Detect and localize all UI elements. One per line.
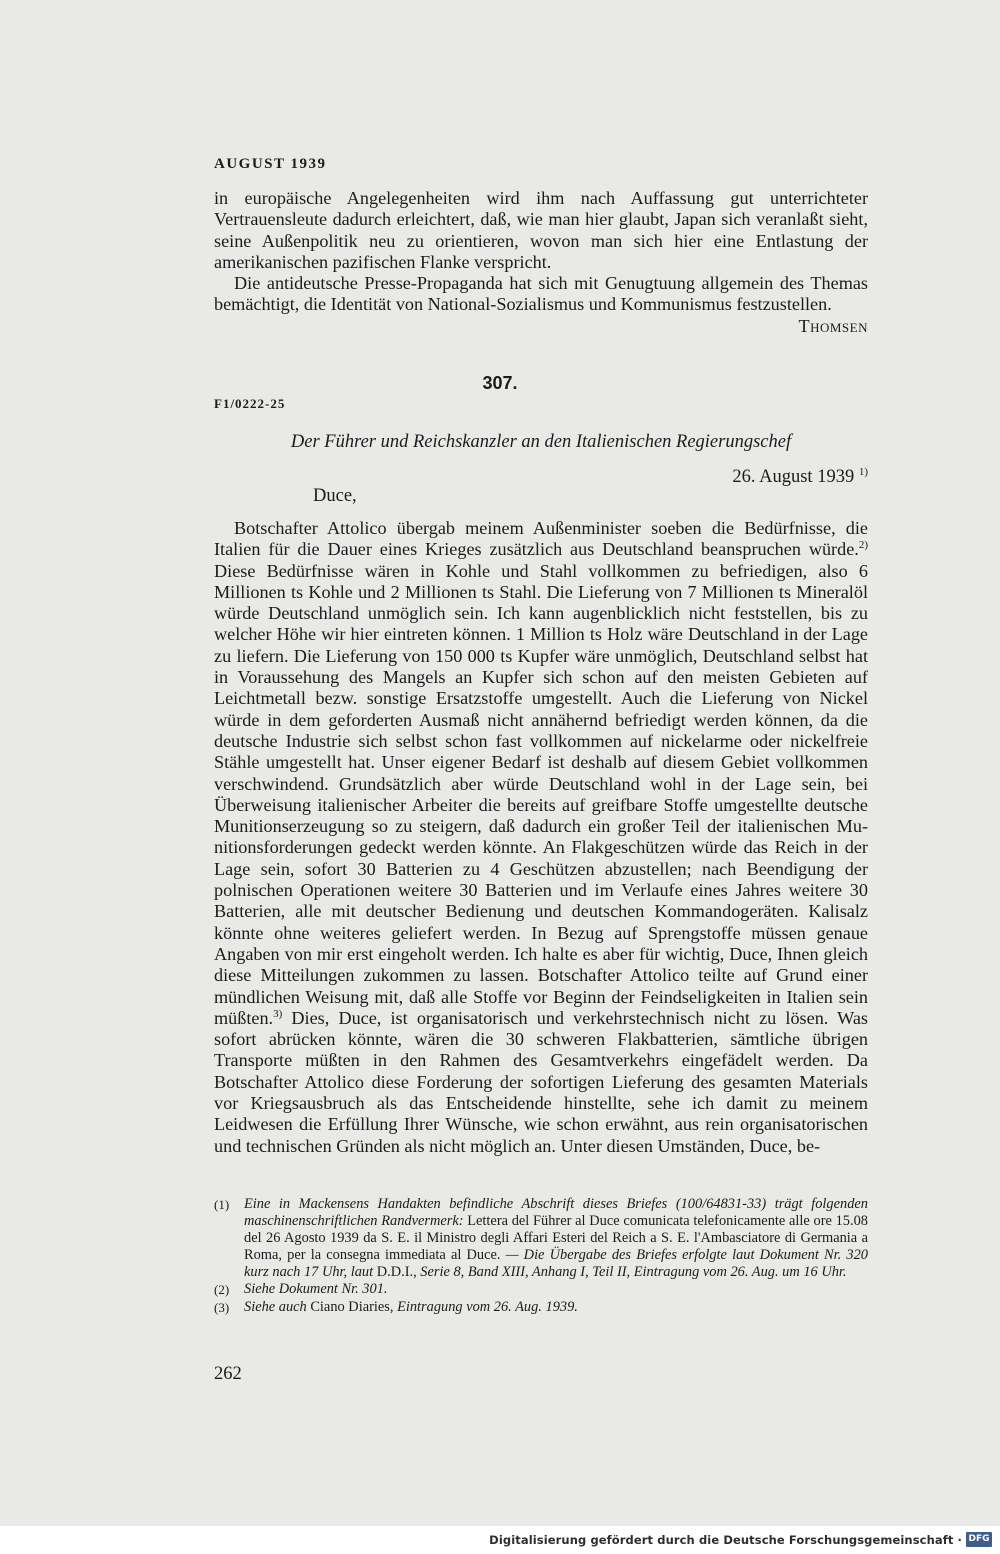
footnote-segment: — Die Übergabe des Briefes erfolgte laut Dokument Nr. 320 kurz nach 17 Uhr, laut bbox=[244, 1247, 868, 1281]
footnote-segment: Ciano Diaries, bbox=[306, 1298, 398, 1315]
footnote-segment: Serie 8, Band XIII, Anhang I, Teil II, Eintragung vom 26. Aug. um 16 Uhr. bbox=[420, 1264, 847, 1281]
document-number: 307. bbox=[482, 373, 518, 393]
footnote bbox=[214, 1196, 868, 1281]
footnote bbox=[214, 1281, 868, 1298]
signature-name: Thomsen bbox=[798, 315, 868, 336]
credit-bar bbox=[0, 1526, 1000, 1554]
credit-text: Digitalisierung gefördert durch die Deutsche Forschungsgemeinschaft · bbox=[489, 1533, 962, 1547]
running-head: AUGUST 1939 bbox=[214, 156, 327, 172]
document-title: Der Führer und Reichskanzler an den Italienischen Regierungschef bbox=[290, 432, 792, 452]
footnote-text bbox=[244, 1281, 868, 1298]
footnote-segment: D.D.I., bbox=[373, 1264, 421, 1281]
date-text: 26. August 1939 bbox=[732, 467, 855, 487]
footnote-mark: (1) bbox=[214, 1197, 230, 1212]
footnote-segment: Eine in Mackensens Handakten befindliche Abschrift dieses Briefes (100/64831-33) trägt folgenden maschinenschriftlichen Randvermerk: bbox=[244, 1196, 868, 1230]
footnote-text bbox=[244, 1196, 868, 1281]
dfg-logo: DFG bbox=[966, 1532, 992, 1547]
letter-body bbox=[214, 518, 868, 1157]
file-reference: F1/0222-25 bbox=[214, 396, 286, 411]
footnote-mark: (2) bbox=[214, 1282, 230, 1298]
body-text: Botschafter Attolico übergab meinem Außenminister soeben die Bedürfnisse, die Italien für die Dauer eines Krieges zusätzlich aus Deutschland beanspruchen würde. bbox=[214, 518, 868, 560]
document-date bbox=[732, 467, 868, 488]
body-text: Diese Bedürfnisse wären in Kohle und Stahl vollkommen zu befriedigen, also 6 Millionen ts Kohle und 2 Millionen ts Stahl. Die Lieferung von 7 Millionen ts Mineralöl würde Deutschland unmöglich sein. Ich kann augenblicklich nicht feststellen, bis zu welcher Höhe wir hier eintreten können. 1 Million ts Holz wäre Deutschland in der Lage zu liefern. Die Lieferung von 150 000 ts Kupfer wäre unmöglich, Deutschland selbst hat in Voraussehung des Mangels an Kupfer sich schon auf den meisten Gebieten auf Leichtmetall bezw. sonstige Ersatzstoffe umgestellt. Auch die Lieferung von Nickel würde in dem geforderten Ausmaß nicht annähernd befriedigt werden können, da die deutsche Industrie sich selbst schon fast vollkommen auf nickelarme oder nickelfreie Stähle umgestellt hat. Unser eigener Bedarf ist deshalb auf diesem Gebiet vollkommen verschwindend. Grundsätzlich aber würde Deutschland wohl in der Lage sein, bei Überweisung italienischer Arbeiter die bereits auf greifbare Stoffe umgestellte deutsche Munitionserzeugung so zu steigern, daß dadurch ein großer Teil der italienischen Munitionsforderungen gedeckt werden könnte. An Flakgeschützen würde das Reich in der Lage sein, sofort 30 Batterien zu 4 Geschützen abzustellen; nach Beendigung der polnischen Operationen weitere 30 Batterien und im Verlaufe eines Jahres weitere 30 Batterien, alle mit deutscher Bedienung und deutschen Kommandogeräten. Kalisalz könnte ohne weiteres geliefert werden. In Bezug auf Sprengstoffe müssen genaue Angaben von mir erst eingeholt werden. Ich halte es aber für wichtig, Duce, Ihnen gleich diese Mitteilungen zukommen zu lassen. Botschafter Attolico teilte auf Grund einer mündlichen Weisung mit, daß alle Stoffe vor Beginn der Feindseligkeiten in Italien sein müßten. bbox=[214, 560, 868, 1028]
footnote-segment: Lettera del Führer al Duce comunicata telefonicamente alle ore 15.08 del 26 Agosto 1939 da S. E. il Ministro degli Affari Esteri del Reich a S. E. l'Ambasciatore di Germania a Roma, per la consegna immediata al Duce. bbox=[244, 1213, 868, 1264]
paragraph: in europäische Angelegenheiten wird ihm nach Auffassung gut unterrichteter Vertrauensleute dadurch erleichtert, daß, wie man hier glaubt, Japan sich veranlaßt sieht, seine Außenpolitik neu zu orientieren, wovon man sich hier eine Entlastung der amerikanischen pazifischen Flanke verspricht. bbox=[214, 188, 868, 272]
footnote bbox=[214, 1299, 868, 1316]
paragraph bbox=[214, 518, 868, 1157]
footnote-segment: Siehe Dokument Nr. 301. bbox=[244, 1281, 388, 1298]
footnote-ref: 1) bbox=[858, 465, 868, 478]
footnote-ref: 3) bbox=[273, 1007, 283, 1020]
body-text: Dies, Duce, ist organisatorisch und verkehrstechnisch nicht zu lösen. Was sofort abrücken könnte, wären die 30 schweren Flakbatterien, sämtliche übrigen Transporte müßten in den Rahmen des Gesamtverkehrs eingefädelt werden. Da Botschafter Attolico diese Forderung der sofortigen Lieferung des gesamten Materials vor Kriegsausbruch als das Entscheidende hinstellte, sehe ich damit zu meinem Leidwesen die Erfüllung Ihrer Wünsche, wie schon erwähnt, aus rein organisatorischen und technischen Gründen als nicht möglich an. Unter diesen Umständen, Duce, be- bbox=[214, 1007, 868, 1156]
footnote-segment: Eintragung vom 26. Aug. 1939. bbox=[397, 1298, 578, 1315]
footnote-ref: 2) bbox=[858, 539, 868, 552]
page-number: 262 bbox=[214, 1364, 242, 1384]
footnote-mark: (3) bbox=[214, 1299, 230, 1315]
salutation: Duce, bbox=[313, 486, 357, 506]
previous-document-text bbox=[214, 188, 868, 337]
footnote-segment: Siehe auch bbox=[244, 1298, 307, 1315]
signature bbox=[214, 316, 868, 337]
footnotes bbox=[214, 1196, 868, 1316]
footnote-text bbox=[244, 1299, 868, 1316]
paragraph: Die antideutsche Presse-Propaganda hat sich mit Genugtuung allgemein des Themas bemächtigt, die Identität von National-Sozialismus und Kommunismus festzustellen. bbox=[214, 273, 868, 315]
